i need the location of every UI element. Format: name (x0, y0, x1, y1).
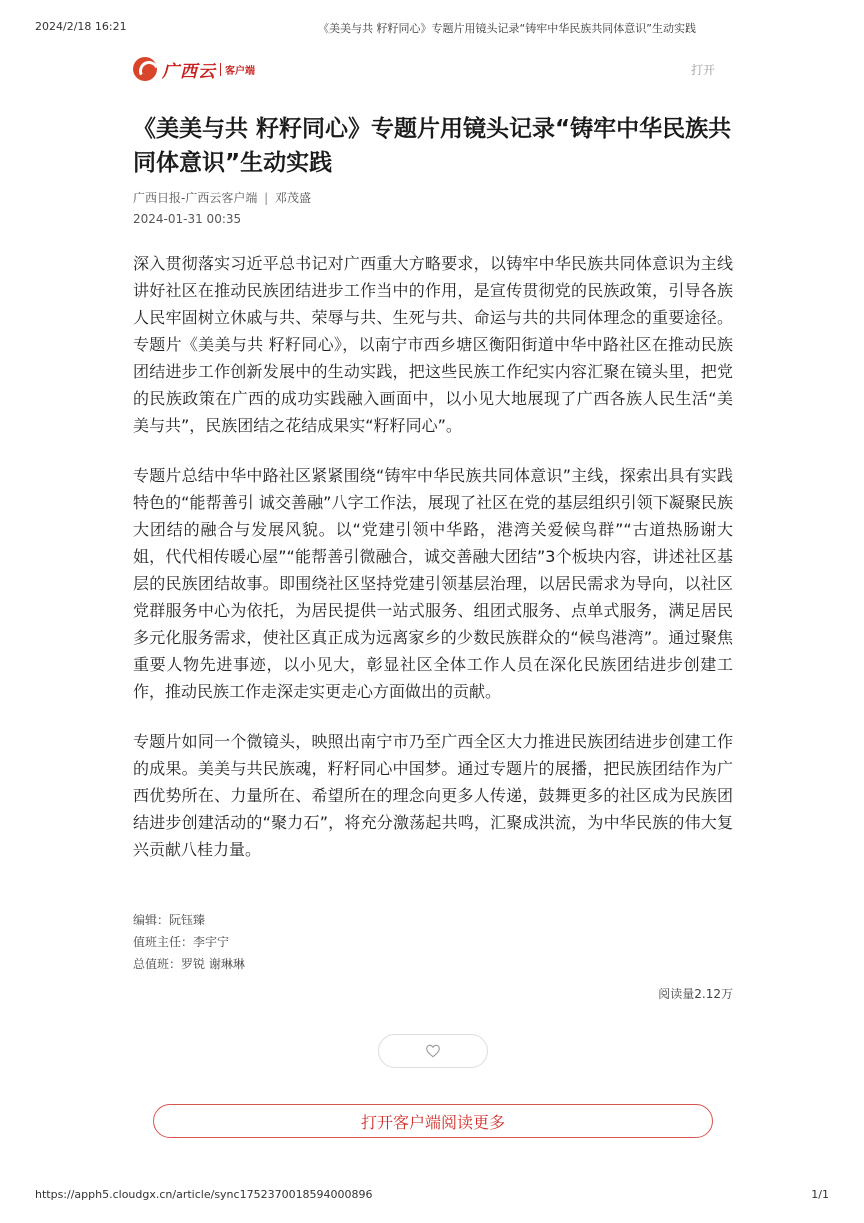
print-footer (35, 1188, 829, 1204)
brand-name: 广西云 (162, 61, 216, 82)
article-paragraph-1: 深入贯彻落实习近平总书记对广西重大方略要求，以铸牢中华民族共同体意识为主线讲好社区在推动民族团结进步工作当中的作用，是宣传贯彻党的民族政策，引导各族人民牢固树立休戚与共、荣辱与共、生死与共、命运与共的共同体理念的重要途径。专题片《美美与共 籽籽同心》，以南宁市西乡塘区衡阳街道中华中路社区在推动民族团结进步工作创新发展中的生动实践，把这些民族工作纪实内容汇聚在镜头里，把党的民族政策在广西的成功实践融入画面中，以小见大地展现了广西各族人民生活“美美与共”，民族团结之花结成果实“籽籽同心”。 (133, 254, 733, 435)
article-author: 邓茂盛 (275, 191, 312, 205)
print-page-title: 《美美与共 籽籽同心》专题片用镜头记录“铸牢中华民族共同体意识”生动实践 (318, 22, 696, 35)
heart-icon (425, 1043, 441, 1059)
meta-separator: | (264, 191, 269, 205)
credit-duty-director: 值班主任：李宇宁 (133, 935, 230, 949)
app-topbar (133, 52, 717, 86)
read-count: 阅读量2.12万 (658, 987, 733, 1001)
article-publish-time: 2024-01-31 00:35 (133, 212, 242, 226)
open-app-link[interactable]: 打开 (690, 63, 715, 77)
guangxiyun-logo-icon (133, 57, 157, 81)
article-source: 广西日报-广西云客户端 (133, 191, 258, 205)
print-date: 2024/2/18 16:21 (35, 20, 127, 33)
like-button[interactable] (378, 1034, 488, 1068)
brand-divider (220, 63, 221, 76)
article-source-line (133, 189, 311, 206)
article-body (133, 250, 733, 886)
article-paragraph-2: 专题片总结中华中路社区紧紧围绕“铸牢中华民族共同体意识”主线，探索出具有实践特色的“能帮善引 诚交善融”八字工作法，展现了社区在党的基层组织引领下凝聚民族大团结的融合与发展风貌。以“党建引领中华路，港湾关爱候鸟群”“古道热肠谢大姐，代代相传暖心屋”“能帮善引微融合，诚交善融大团结”3个板块内容，讲述社区基层的民族团结故事。即围绕社区坚持党建引领基层治理，以居民需求为导向，以社区党群服务中心为依托，为居民提供一站式服务、组团式服务、点单式服务，满足居民多元化服务需求，使社区真正成为远离家乡的少数民族群众的“候鸟港湾”。通过聚焦重要人物先进事迹，以小见大，彰显社区全体工作人员在深化民族团结进步创建工作，推动民族工作走深走实更走心方面做出的贡献。 (133, 466, 733, 701)
print-url: https://apph5.cloudgx.cn/article/sync1752370018594000896 (35, 1188, 373, 1201)
article-paragraph-3: 专题片如同一个微镜头，映照出南宁市乃至广西全区大力推进民族团结进步创建工作的成果。美美与共民族魂，籽籽同心中国梦。通过专题片的展播，把民族团结作为广西优势所在、力量所在、希望所在的理念向更多人传递，鼓舞更多的社区成为民族团结进步创建活动的“聚力石”，将充分激荡起共鸣，汇聚成洪流，为中华民族的伟大复兴贡献八桂力量。 (133, 732, 733, 859)
article-title: 《美美与共 籽籽同心》专题片用镜头记录“铸牢中华民族共同体意识”生动实践 (133, 116, 732, 176)
print-header (35, 20, 829, 36)
brand-logo[interactable] (133, 56, 255, 82)
credit-chief-duty: 总值班：罗锐 谢琳琳 (133, 957, 245, 971)
open-app-read-more-button[interactable]: 打开客户端阅读更多 (153, 1104, 713, 1138)
brand-subtitle: 客户端 (225, 65, 255, 77)
credit-editor: 编辑：阮钰臻 (133, 913, 206, 927)
print-page-number: 1/1 (811, 1188, 829, 1201)
article-credits (133, 909, 245, 975)
